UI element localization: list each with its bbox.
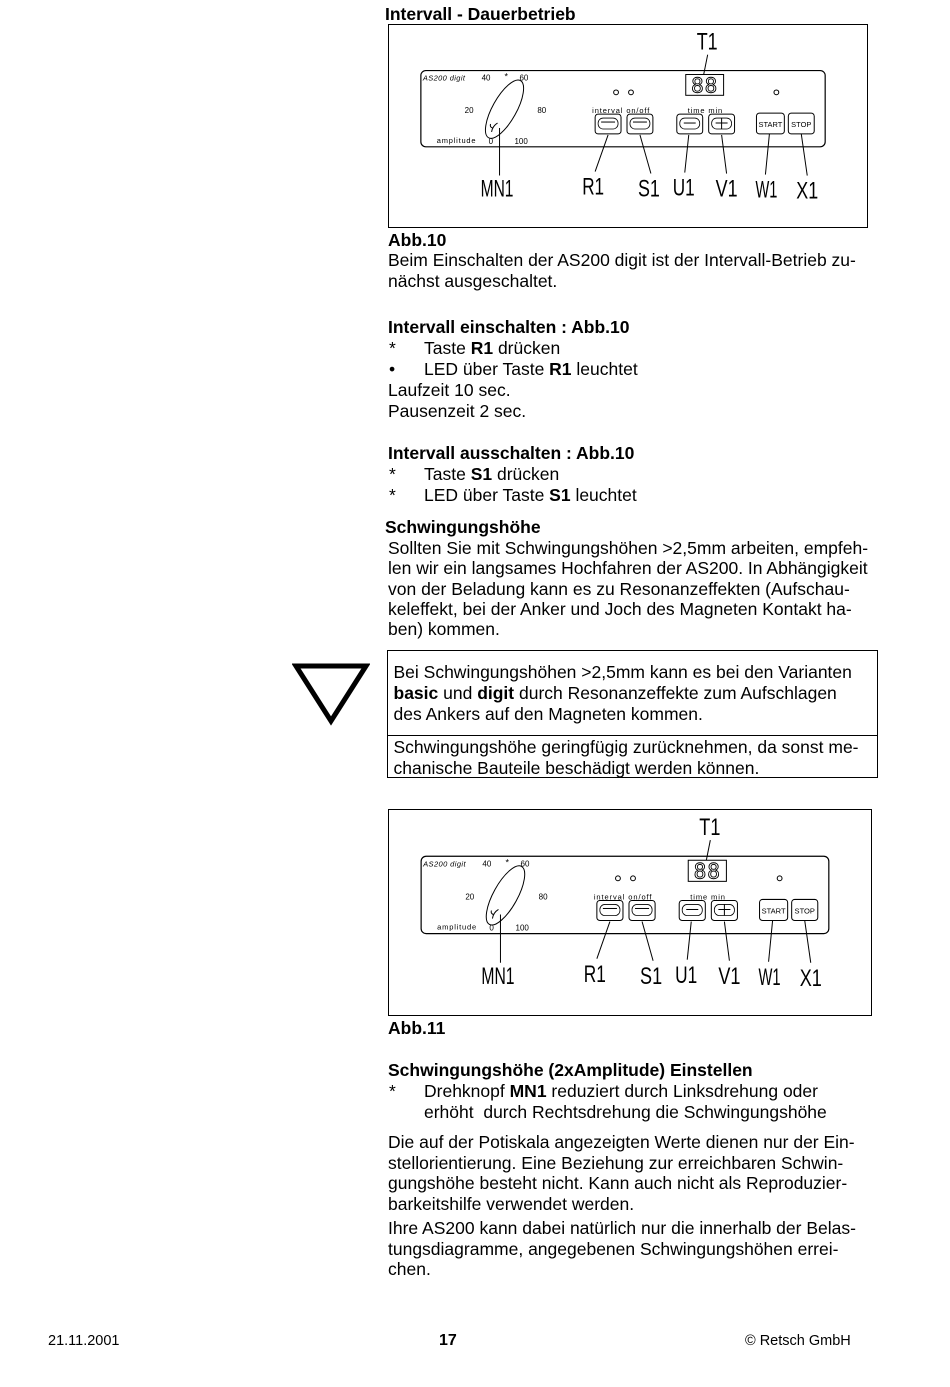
- figure-abb11: [388, 809, 872, 1016]
- text-fragment: drücken: [492, 464, 560, 484]
- load-diagram-paragraph: [388, 1218, 856, 1280]
- time-label: time min: [687, 106, 724, 116]
- model-label: AS200 digit: [423, 859, 467, 869]
- display-digits: 88: [693, 858, 722, 884]
- text-fragment: leuchtet: [570, 485, 637, 505]
- text-line: Schwingungshöhe geringfügig zurücknehmen, da sonst me-: [393, 736, 859, 757]
- warning-triangle-icon: [292, 662, 370, 726]
- text-line: ben) kommen.: [388, 619, 500, 640]
- text-line: Beim Einschalten der AS200 digit ist der Intervall-Betrieb zu-: [388, 250, 856, 270]
- callout-label-u1: U1: [672, 174, 695, 202]
- leader-line-x1: [801, 134, 807, 176]
- led-indicator: [614, 90, 619, 95]
- stop-label: STOP: [791, 120, 812, 129]
- amplitude-knob: [479, 861, 532, 931]
- key-reference: S1: [470, 464, 493, 484]
- interval-label: interval on/off: [592, 106, 651, 116]
- interval-button-r1-inner: [600, 904, 620, 915]
- footer-date: 21.11.2001: [48, 1333, 120, 1349]
- callout-label-mn1: MN1: [480, 175, 514, 203]
- pause-time-note: Pausenzeit 2 sec.: [388, 401, 527, 421]
- figure-caption: Abb.11: [388, 1018, 446, 1038]
- text-fragment: LED über Taste: [424, 485, 550, 505]
- subheading: Schwingungshöhe (2xAmplitude) Einstellen: [388, 1060, 753, 1080]
- text-fragment: und: [438, 682, 478, 703]
- page-number: 17: [439, 1332, 457, 1349]
- interval-button-r1: [597, 900, 623, 920]
- text-fragment: durch Resonanzeffekte zum Aufschlagen: [514, 682, 837, 703]
- scale-note-paragraph: [388, 1132, 855, 1215]
- leader-line-v1: [722, 135, 727, 174]
- key-reference: S1: [549, 485, 571, 505]
- leader-line-s1: [640, 135, 651, 174]
- time-minus-button-u1: [679, 900, 705, 920]
- leader-line-v1: [724, 922, 729, 961]
- text-fragment: drücken: [493, 338, 561, 358]
- knob-pointer: [490, 123, 497, 132]
- intro-paragraph: [388, 250, 856, 292]
- knob-pointer: [491, 909, 498, 918]
- asterisk-marker: *: [389, 1081, 396, 1101]
- callout-label-s1: S1: [640, 962, 663, 990]
- interval-button-r1: [595, 114, 621, 134]
- subheading: Intervall einschalten : Abb.10: [388, 317, 630, 337]
- callout-label-v1: V1: [718, 962, 741, 990]
- text-fragment: reduziert durch Linksdrehung oder: [546, 1081, 818, 1101]
- leader-line-s1: [642, 922, 653, 961]
- leader-line-w1: [765, 134, 769, 175]
- callout-label-mn1: MN1: [481, 962, 515, 990]
- text-line: des Ankers auf den Magneten kommen.: [393, 703, 703, 724]
- footer-copyright: © Retsch GmbH: [745, 1333, 851, 1349]
- interval-button-r1-inner: [598, 118, 618, 129]
- leader-line-r1: [595, 135, 608, 172]
- text-line: von der Beladung kann es zu Resonanzeffekten (Aufschau-: [388, 578, 850, 599]
- text-line: [394, 683, 852, 704]
- warning-advice: [394, 737, 859, 779]
- amplitude-knob: [478, 75, 531, 144]
- interval-button-s1: [627, 114, 653, 134]
- list-item-text: [424, 1081, 818, 1102]
- list-item: [388, 485, 868, 506]
- time-minus-button-u1: [677, 114, 703, 134]
- list-item: [388, 338, 868, 359]
- callout-label-s1: S1: [637, 175, 660, 203]
- asterisk-marker: *: [389, 485, 396, 505]
- led-indicator: [631, 876, 636, 881]
- key-reference: R1: [549, 359, 572, 379]
- time-minus-button-u1-inner: [682, 904, 702, 915]
- start-label: START: [758, 120, 783, 129]
- text-line: chanische Bauteile beschädigt werden können.: [393, 757, 760, 778]
- subheading: Intervall ausschalten : Abb.10: [388, 443, 635, 463]
- callout-label-w1: W1: [755, 176, 778, 204]
- amplitude-setting-section: [388, 1060, 868, 1123]
- list-item-text: [424, 359, 638, 380]
- plus-icon: [718, 904, 730, 915]
- interval-label: interval on/off: [593, 892, 653, 902]
- triangle-outline: [296, 666, 366, 721]
- control-panel-diagram: [389, 25, 867, 227]
- start-label: START: [761, 906, 786, 916]
- text-line: gungshöhe besteht nicht. Kann auch nicht als Reproduzier-: [388, 1173, 848, 1194]
- subheading: Schwingungshöhe: [385, 517, 541, 537]
- callout-label-w1: W1: [758, 963, 781, 991]
- led-indicator: [629, 90, 634, 95]
- led-indicator: [616, 876, 621, 881]
- interval-button-s1-inner: [632, 904, 652, 915]
- text-line: barkeitshilfe verwendet werden.: [388, 1194, 635, 1215]
- text-line: Die auf der Potiskala angezeigten Werte dienen nur der Ein-: [388, 1132, 855, 1152]
- text-fragment: leuchtet: [571, 359, 638, 379]
- callout-label-t1: T1: [696, 28, 718, 56]
- amplitude-scale-value: *: [504, 71, 509, 82]
- interval-off-section: [388, 443, 868, 506]
- leader-line-w1: [769, 921, 773, 962]
- divider: [388, 735, 877, 736]
- text-line: Ihre AS200 kann dabei natürlich nur die innerhalb der Belas-: [388, 1218, 856, 1238]
- text-line: tungsdiagramme, angegebenen Schwingungshöhen errei-: [388, 1238, 839, 1259]
- text-line: stellorientierung. Eine Beziehung zur erreichbaren Schwin-: [388, 1152, 844, 1173]
- amplitude-scale-value: 80: [537, 106, 547, 116]
- text-fragment: Drehknopf: [424, 1081, 510, 1101]
- asterisk-marker: *: [389, 464, 396, 484]
- key-reference: R1: [470, 338, 494, 358]
- section-heading: Intervall - Dauerbetrieb: [385, 4, 576, 24]
- time-label: time min: [690, 892, 726, 902]
- display-digits: 88: [691, 73, 719, 98]
- plus-icon: [716, 118, 728, 129]
- amplitude-paragraph: [388, 538, 868, 639]
- list-item-text: [424, 338, 560, 359]
- amplitude-scale-value: 0: [488, 136, 494, 146]
- led-indicator: [774, 90, 779, 95]
- figure-abb10: [388, 24, 868, 228]
- figure-caption: Abb.10: [388, 230, 447, 250]
- callout-label-v1: V1: [715, 175, 738, 203]
- leader-line-u1: [685, 135, 689, 173]
- text-fragment: Taste: [424, 464, 471, 484]
- callout-label-x1: X1: [799, 964, 822, 992]
- amplitude-scale-value: 100: [514, 136, 528, 146]
- variant-digit: digit: [477, 682, 515, 703]
- interval-button-s1-inner: [630, 118, 650, 129]
- amplitude-label: amplitude: [437, 922, 478, 932]
- text-line: chen.: [388, 1259, 431, 1280]
- callout-label-r1: R1: [582, 173, 605, 201]
- amplitude-scale-value: 20: [465, 892, 475, 902]
- key-reference: MN1: [509, 1081, 547, 1101]
- amplitude-scale-value: *: [505, 857, 509, 868]
- warning-text: [394, 662, 852, 725]
- stop-label: STOP: [794, 906, 815, 916]
- list-item-text: [424, 464, 559, 485]
- text-line: Bei Schwingungshöhen >2,5mm kann es bei den Varianten: [393, 661, 852, 682]
- callout-label-x1: X1: [796, 177, 819, 205]
- leader-line-t1: [706, 840, 710, 860]
- run-time-note: Laufzeit 10 sec.: [388, 380, 511, 400]
- amplitude-scale-value: 40: [482, 859, 492, 869]
- text-line: Sollten Sie mit Schwingungshöhen >2,5mm arbeiten, empfeh-: [388, 538, 869, 558]
- amplitude-scale-value: 40: [481, 73, 491, 83]
- leader-line-t1: [704, 55, 708, 75]
- amplitude-scale-value: 20: [464, 106, 474, 116]
- amplitude-scale-value: 80: [538, 892, 548, 902]
- callout-label-r1: R1: [583, 960, 606, 988]
- variant-basic: basic: [393, 682, 439, 703]
- text-fragment: Taste: [424, 338, 471, 358]
- asterisk-marker: *: [389, 338, 396, 358]
- amplitude-scale-value: 0: [489, 923, 494, 933]
- amplitude-scale-value: 60: [519, 73, 529, 83]
- text-line: keleffekt, bei der Anker und Joch des Magneten Kontakt ha-: [388, 598, 852, 619]
- list-item: [388, 359, 868, 380]
- callout-label-u1: U1: [675, 961, 698, 989]
- leader-line-x1: [805, 921, 811, 963]
- list-item: [388, 1081, 868, 1102]
- bullet-marker: •: [389, 359, 396, 379]
- text-fragment: LED über Taste: [424, 359, 550, 379]
- amplitude-label: amplitude: [436, 135, 477, 145]
- leader-line-u1: [687, 922, 691, 960]
- list-item-text: [424, 485, 637, 506]
- interval-button-s1: [629, 900, 655, 920]
- warning-box: [387, 650, 878, 778]
- led-indicator: [777, 876, 782, 881]
- amplitude-scale-value: 100: [515, 923, 529, 933]
- list-item-continuation: erhöht durch Rechtsdrehung die Schwingungshöhe: [424, 1102, 827, 1122]
- amplitude-scale-value: 60: [520, 859, 530, 869]
- text-line: nächst ausgeschaltet.: [388, 271, 558, 291]
- text-line: len wir ein langsames Hochfahren der AS200. In Abhängigkeit: [388, 558, 868, 579]
- callout-label-t1: T1: [699, 814, 721, 842]
- interval-on-section: [388, 317, 868, 422]
- leader-line-r1: [597, 922, 610, 959]
- model-label: AS200 digit: [422, 73, 466, 83]
- list-item: [388, 464, 868, 485]
- control-panel-diagram: [389, 810, 871, 1015]
